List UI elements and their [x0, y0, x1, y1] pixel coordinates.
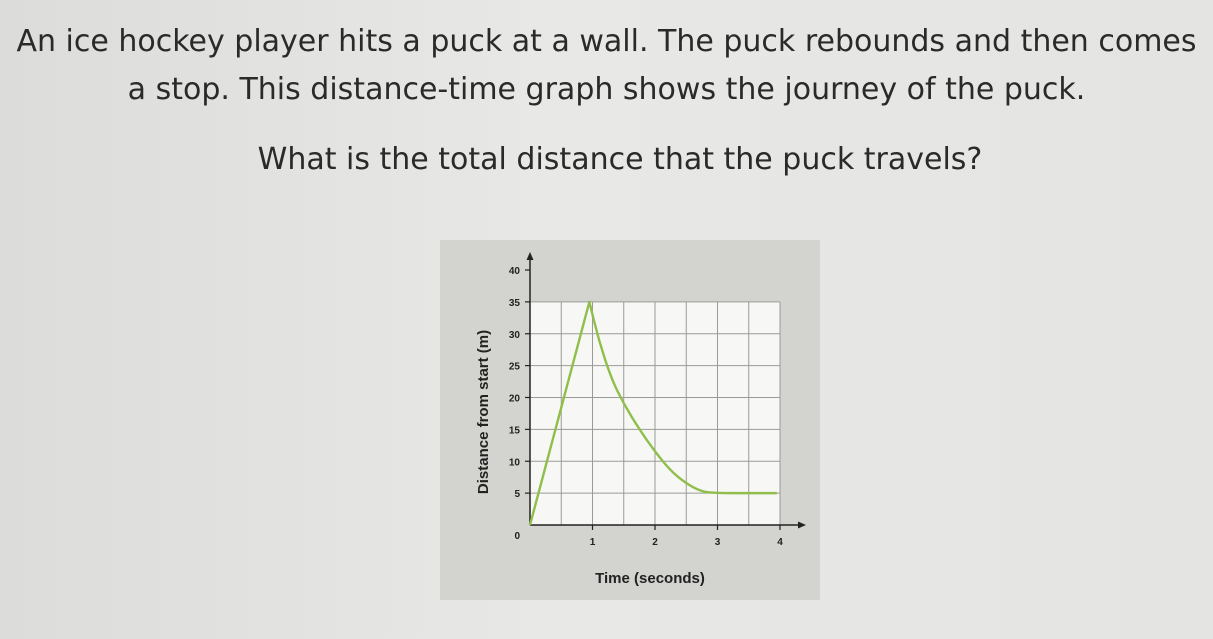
question-line-1: An ice hockey player hits a puck at a wall. The puck rebounds and then comes: [16, 24, 1197, 59]
x-tick-label: 2: [652, 537, 658, 548]
y-tick-label: 35: [508, 297, 520, 309]
x-axis-label: Time (seconds): [595, 570, 705, 587]
question-text: [0, 18, 1213, 114]
y-tick-label: 30: [508, 329, 520, 341]
x-tick-label: 4: [777, 537, 783, 548]
y-tick-label: 10: [508, 457, 520, 469]
question-prompt: What is the total distance that the puck travels?: [257, 142, 983, 177]
y-tick-label: 0: [514, 531, 520, 542]
y-tick-label: 25: [508, 361, 520, 373]
distance-time-graph: [440, 240, 820, 600]
y-tick-label: 40: [508, 266, 520, 277]
y-tick-label: 15: [508, 425, 520, 437]
chart-svg: [440, 240, 820, 600]
y-tick-label: 5: [514, 489, 520, 501]
y-axis-arrow: [527, 252, 534, 260]
x-tick-label: 3: [714, 537, 721, 548]
y-axis-label: Distance from start (m): [475, 329, 492, 495]
chart-grid: [530, 302, 780, 525]
question-line-2: a stop. This distance-time graph shows the journey of the puck.: [127, 72, 1086, 107]
x-axis-arrow: [798, 522, 806, 529]
y-tick-label: 20: [508, 393, 520, 405]
x-tick-label: 1: [589, 537, 596, 548]
